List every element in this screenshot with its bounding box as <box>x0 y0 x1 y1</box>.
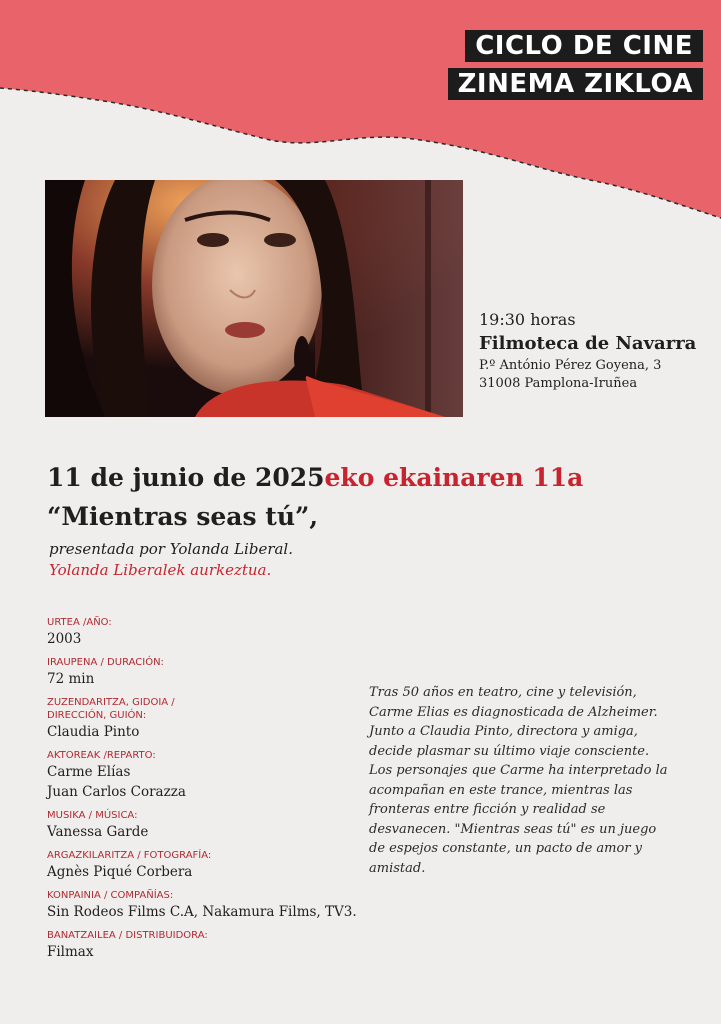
venue-name: Filmoteca de Navarra <box>479 333 697 354</box>
screening-time: 19:30 horas <box>479 310 576 329</box>
credit-label: URTEA /AÑO: <box>47 617 112 628</box>
credit-value: 2003 <box>47 631 82 647</box>
credit-value: Carme Elías <box>47 764 131 780</box>
credit-duration <box>47 656 377 689</box>
credit-label: BANATZAILEA / DISTRIBUIDORA: <box>47 930 208 941</box>
credits-list <box>47 616 377 969</box>
venue-address-city: 31008 Pamplona-Iruñea <box>479 376 638 391</box>
credit-label: ARGAZKILARITZA / FOTOGRAFÍA: <box>47 850 212 861</box>
credit-director <box>47 696 377 742</box>
film-title: “Mientras seas tú”, <box>47 502 319 531</box>
presenter-es: presentada por Yolanda Liberal. <box>49 540 293 558</box>
credit-label: MUSIKA / MÚSICA: <box>47 810 138 821</box>
credit-distributor <box>47 929 377 962</box>
credit-value: Juan Carlos Corazza <box>47 784 186 800</box>
event-date-es: 11 de junio de 2025 <box>47 463 325 492</box>
presenter-eu: Yolanda Liberalek aurkeztua. <box>49 561 272 579</box>
film-synopsis: Tras 50 años en teatro, cine y televisión, Carme Elias es diagnosticada de Alzheimer. Junto a Claudia Pinto, directora y amiga, decide plasmar su último viaje consciente. Los personajes que Carme ha interpretado la acompañan en este trance, mientras las fronteras entre ficción y realidad se desvanecen. "Mientras seas tú" es un juego de espejos constante, un pacto de amor y amistad. <box>369 685 668 876</box>
presenter <box>49 539 293 581</box>
film-still-photo <box>45 180 463 417</box>
credit-label: ZUZENDARITZA, GIDOIA / DIRECCIÓN, GUIÓN: <box>47 697 175 721</box>
credit-label: KONPAINIA / COMPAÑÍAS: <box>47 890 174 901</box>
credit-year <box>47 616 377 649</box>
cycle-title-es: CICLO DE CINE <box>465 30 703 62</box>
credit-companies <box>47 889 377 922</box>
event-date <box>47 463 583 492</box>
credit-value: Claudia Pinto <box>47 724 140 740</box>
venue-info <box>479 309 696 393</box>
cycle-title-eu: ZINEMA ZIKLOA <box>448 68 703 100</box>
credit-label: IRAUPENA / DURACIÓN: <box>47 657 164 668</box>
credit-cast <box>47 749 377 802</box>
credit-label: AKTOREAK /REPARTO: <box>47 750 156 761</box>
venue-address-street: P.º António Pérez Goyena, 3 <box>479 358 662 373</box>
credit-value: Sin Rodeos Films C.A, Nakamura Films, TV3. <box>47 904 357 920</box>
credit-value: Agnès Piqué Corbera <box>47 864 193 880</box>
credit-photography <box>47 849 377 882</box>
credit-value: Vanessa Garde <box>47 824 149 840</box>
credit-music <box>47 809 377 842</box>
credit-value: Filmax <box>47 944 94 960</box>
credit-value: 72 min <box>47 671 95 687</box>
cycle-title <box>448 30 703 100</box>
event-date-eu: eko ekainaren 11a <box>324 463 584 492</box>
